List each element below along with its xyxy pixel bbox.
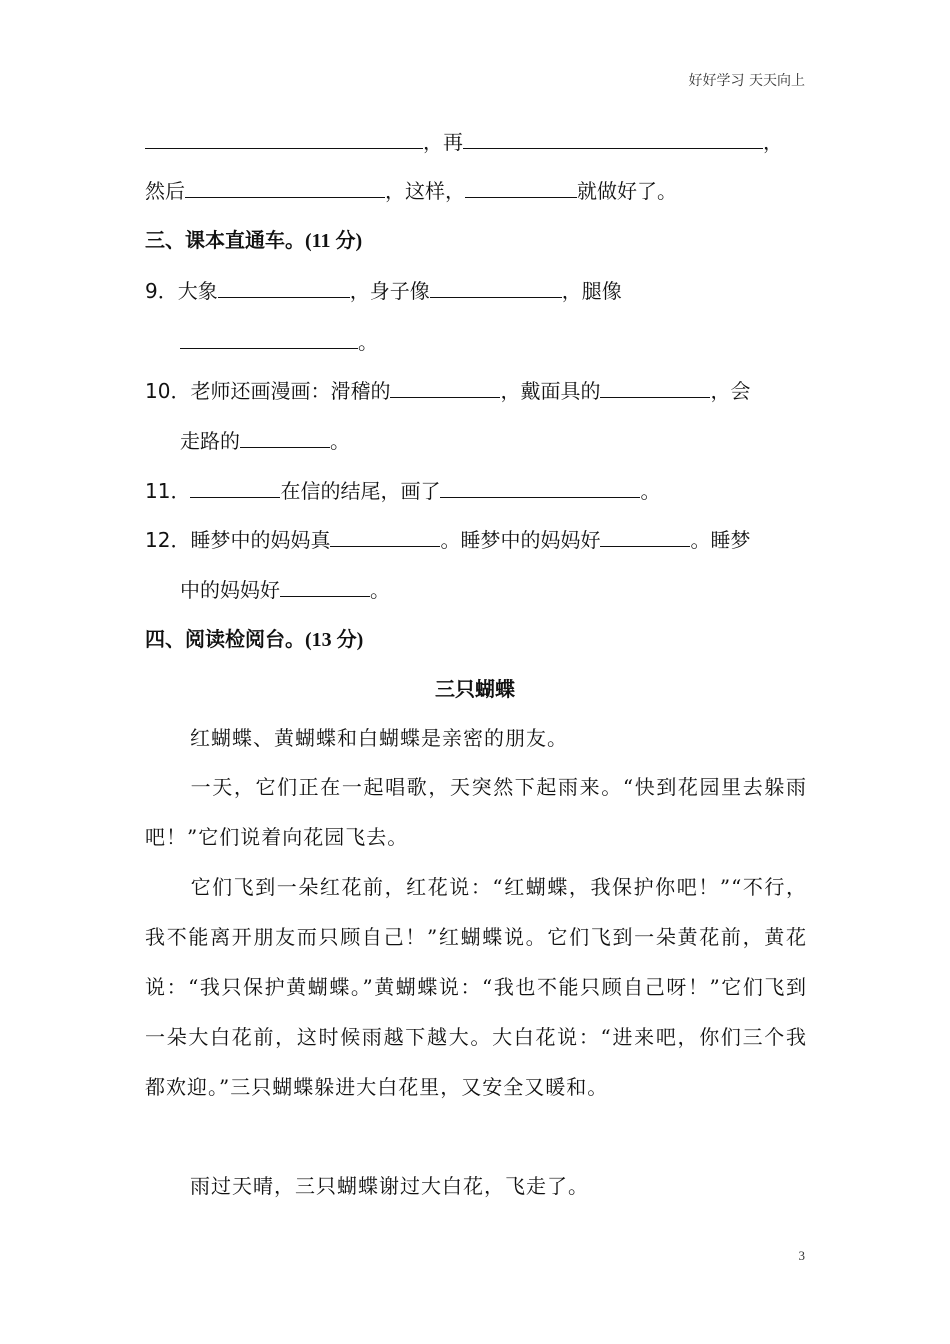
question-text: ，腿像	[561, 279, 622, 303]
story-paragraph	[145, 713, 807, 763]
answer-blank[interactable]	[600, 524, 690, 547]
answer-blank[interactable]	[330, 524, 440, 547]
question-text: ，戴面具的	[500, 379, 601, 403]
paragraph-text: 一天，它们正在一起唱歌，天突然下起雨来。“快到花园里去躲雨吧！”它们说着向花园飞去。	[145, 775, 807, 849]
question-12	[145, 524, 805, 555]
answer-blank[interactable]	[465, 175, 577, 198]
answer-blank[interactable]	[180, 326, 358, 349]
question-text: 。睡梦中的妈妈好	[440, 528, 601, 552]
answer-blank[interactable]	[600, 375, 710, 398]
paragraph-text: 红蝴蝶、黄蝴蝶和白蝴蝶是亲密的朋友。	[190, 726, 568, 750]
answer-blank[interactable]	[185, 175, 385, 198]
section-4-title	[145, 624, 363, 655]
answer-blank[interactable]	[190, 475, 280, 498]
question-text: 老师还画漫画：滑稽的	[190, 379, 391, 403]
q8-line-2	[145, 175, 805, 206]
story-paragraph	[145, 1161, 807, 1211]
answer-blank[interactable]	[463, 126, 763, 149]
header-motto: 好好学习 天天向上	[688, 73, 805, 89]
answer-blank[interactable]	[145, 126, 423, 149]
q8-text: 就做好了。	[577, 179, 677, 203]
question-text: 。	[358, 330, 378, 354]
question-number: 9．	[145, 279, 178, 303]
paragraph-text: 它们飞到一朵红花前，红花说：“红蝴蝶，我保护你吧！”“不行，我不能离开朋友而只顾自己！”红蝴蝶说。它们飞到一朵黄花前，黄花说：“我只保护黄蝴蝶。”黄蝴蝶说：“我也不能只顾自己呀！”它们飞到一朵大白花前，这时候雨越下越大。大白花说：“进来吧，你们三个我都欢迎。”三只蝴蝶躲进大白花里，又安全又暖和。	[145, 875, 807, 1099]
question-11	[145, 475, 805, 506]
answer-blank[interactable]	[280, 574, 370, 597]
q8-text: ，这样，	[385, 179, 465, 203]
question-number: 11．	[145, 479, 191, 503]
answer-blank[interactable]	[440, 475, 640, 498]
q8-text: ，	[763, 130, 783, 154]
question-number: 10．	[145, 379, 191, 403]
question-text: ，身子像	[349, 279, 430, 303]
question-text: 。	[370, 578, 390, 602]
question-number: 12．	[145, 528, 191, 552]
q8-text: 然后	[145, 179, 185, 203]
question-9	[145, 275, 805, 306]
question-text: 睡梦中的妈妈真	[190, 528, 331, 552]
section-3-label: 三、课本直通车。	[145, 228, 305, 252]
question-text: 大象	[177, 279, 218, 303]
section-3-title	[145, 225, 362, 256]
question-text: 中的妈妈好	[180, 578, 280, 602]
section-3-score: (11 分)	[305, 230, 363, 252]
answer-blank[interactable]	[430, 275, 562, 298]
question-10	[145, 375, 805, 406]
answer-blank[interactable]	[390, 375, 500, 398]
section-4-score: (13 分)	[305, 629, 364, 651]
question-text: 。睡梦	[690, 528, 751, 552]
story-paragraph	[145, 862, 807, 1112]
paragraph-text: 雨过天晴，三只蝴蝶谢过大白花，飞走了。	[190, 1174, 589, 1198]
answer-blank[interactable]	[218, 275, 350, 298]
question-text: 走路的	[180, 429, 240, 453]
story-paragraph	[145, 762, 807, 862]
question-text: 。	[330, 429, 350, 453]
question-text: 。	[640, 479, 661, 503]
q8-line-1	[145, 126, 805, 157]
question-12-line-2	[180, 574, 805, 605]
question-text: 在信的结尾，画了	[280, 479, 441, 503]
story-title: 三只蝴蝶	[435, 677, 515, 701]
page-number: 3	[798, 1248, 805, 1263]
question-9-line-2	[180, 326, 805, 357]
answer-blank[interactable]	[240, 425, 330, 448]
q8-text: ，再	[423, 130, 463, 154]
question-text: ，会	[710, 379, 751, 403]
section-4-label: 四、阅读检阅台。	[145, 627, 305, 651]
question-10-line-2	[180, 425, 805, 456]
